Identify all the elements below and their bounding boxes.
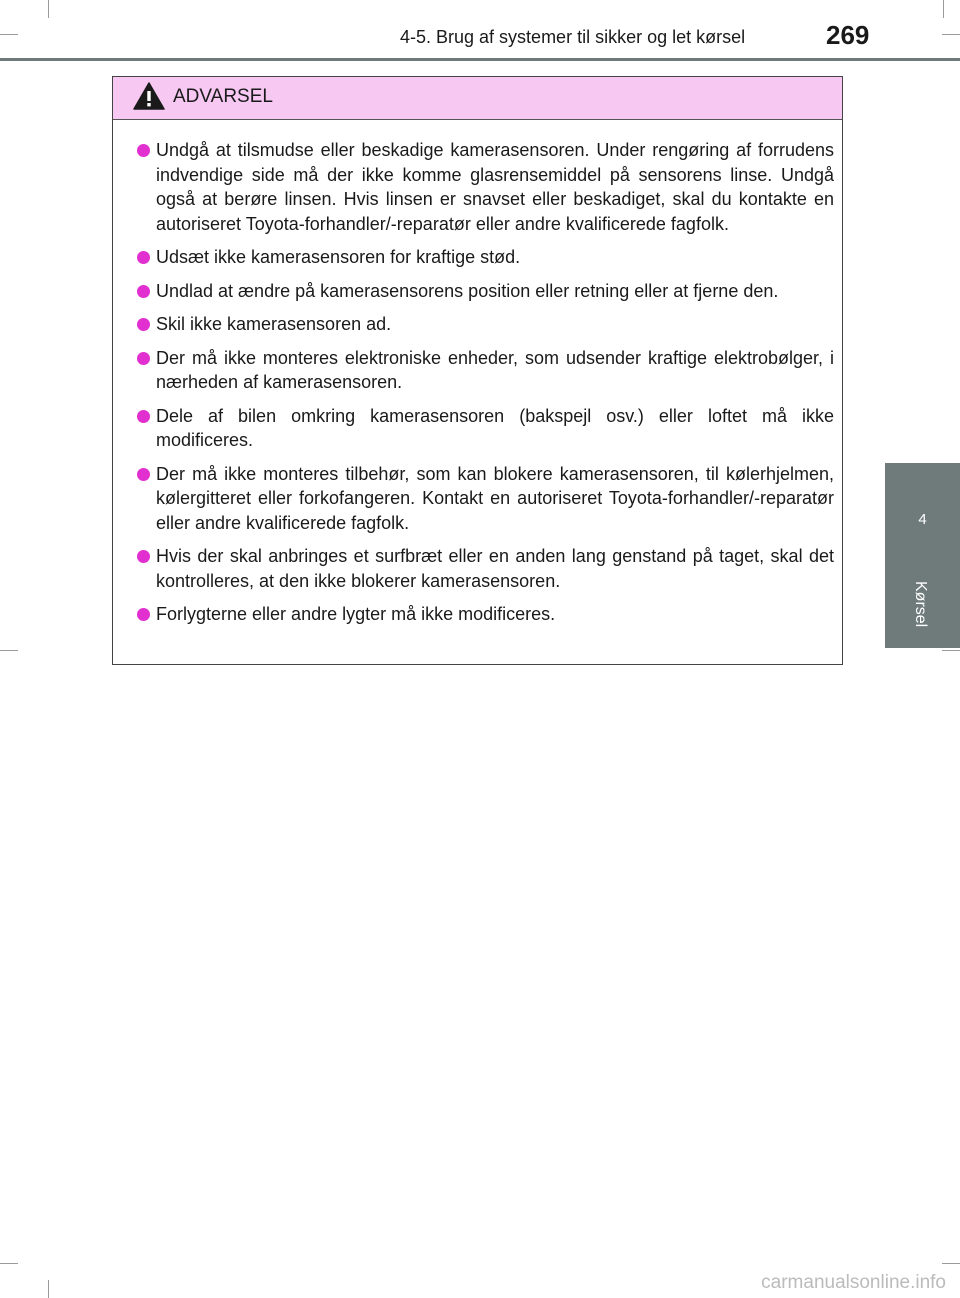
- bullet-icon: [137, 608, 150, 621]
- crop-mark: [0, 1263, 18, 1264]
- warning-item: Der må ikke monteres elektroniske enheder, som udsender kraftige elektrobølger, i nærheden af kamerasensoren.: [137, 346, 834, 395]
- bullet-icon: [137, 318, 150, 331]
- warning-item: Dele af bilen omkring kamerasensoren (bakspejl osv.) eller loftet må ikke modificeres.: [137, 404, 834, 453]
- bullet-icon: [137, 468, 150, 481]
- warning-title: ADVARSEL: [173, 86, 273, 107]
- crop-mark: [0, 34, 18, 35]
- warning-item: Undgå at tilsmudse eller beskadige kamerasensoren. Under rengøring af forrudens indvendige side må der ikke komme glasrensemiddel på sensorens linse. Undgå også at berøre linsen. Hvis linsen er snavset eller beskadiget, skal du kontakte en autoriseret Toyota-forhandler/-reparatør eller andre kvalificerede fagfolk.: [137, 138, 834, 236]
- warning-item: Udsæt ikke kamerasensoren for kraftige stød.: [137, 245, 834, 270]
- crop-mark: [942, 650, 960, 651]
- bullet-icon: [137, 550, 150, 563]
- crop-mark: [48, 1280, 49, 1298]
- watermark: carmanualsonline.info: [761, 1272, 946, 1293]
- header-rule: [0, 58, 960, 61]
- warning-item: Undlad at ændre på kamerasensorens position eller retning eller at fjerne den.: [137, 279, 834, 304]
- bullet-icon: [137, 285, 150, 298]
- chapter-tab: [885, 463, 960, 648]
- bullet-icon: [137, 144, 150, 157]
- warning-list: [113, 120, 842, 627]
- crop-mark: [0, 650, 18, 651]
- chapter-label: Kørsel: [912, 581, 929, 628]
- bullet-icon: [137, 251, 150, 264]
- warning-item: Skil ikke kamerasensoren ad.: [137, 312, 834, 337]
- crop-mark: [943, 0, 944, 18]
- crop-mark: [48, 0, 49, 18]
- crop-mark: [942, 1263, 960, 1264]
- bullet-icon: [137, 410, 150, 423]
- warning-item: Hvis der skal anbringes et surfbræt eller en anden lang genstand på taget, skal det kontrolleres, at den ikke blokerer kamerasensoren.: [137, 544, 834, 593]
- warning-box: [112, 76, 843, 665]
- section-title: 4-5. Brug af systemer til sikker og let kørsel: [400, 27, 746, 47]
- warning-triangle-icon: [133, 82, 165, 115]
- crop-mark: [942, 34, 960, 35]
- warning-item: Forlygterne eller andre lygter må ikke modificeres.: [137, 602, 834, 627]
- bullet-icon: [137, 352, 150, 365]
- warning-item: Der må ikke monteres tilbehør, som kan blokere kamerasensoren, til kølerhjelmen, kølergitteret eller forkofangeren. Kontakt en autoriseret Toyota-forhandler/-reparatør eller andre kvalificerede fagfolk.: [137, 462, 834, 536]
- chapter-number: 4: [918, 511, 927, 528]
- page-number: 269: [826, 20, 870, 50]
- warning-header: [113, 77, 842, 120]
